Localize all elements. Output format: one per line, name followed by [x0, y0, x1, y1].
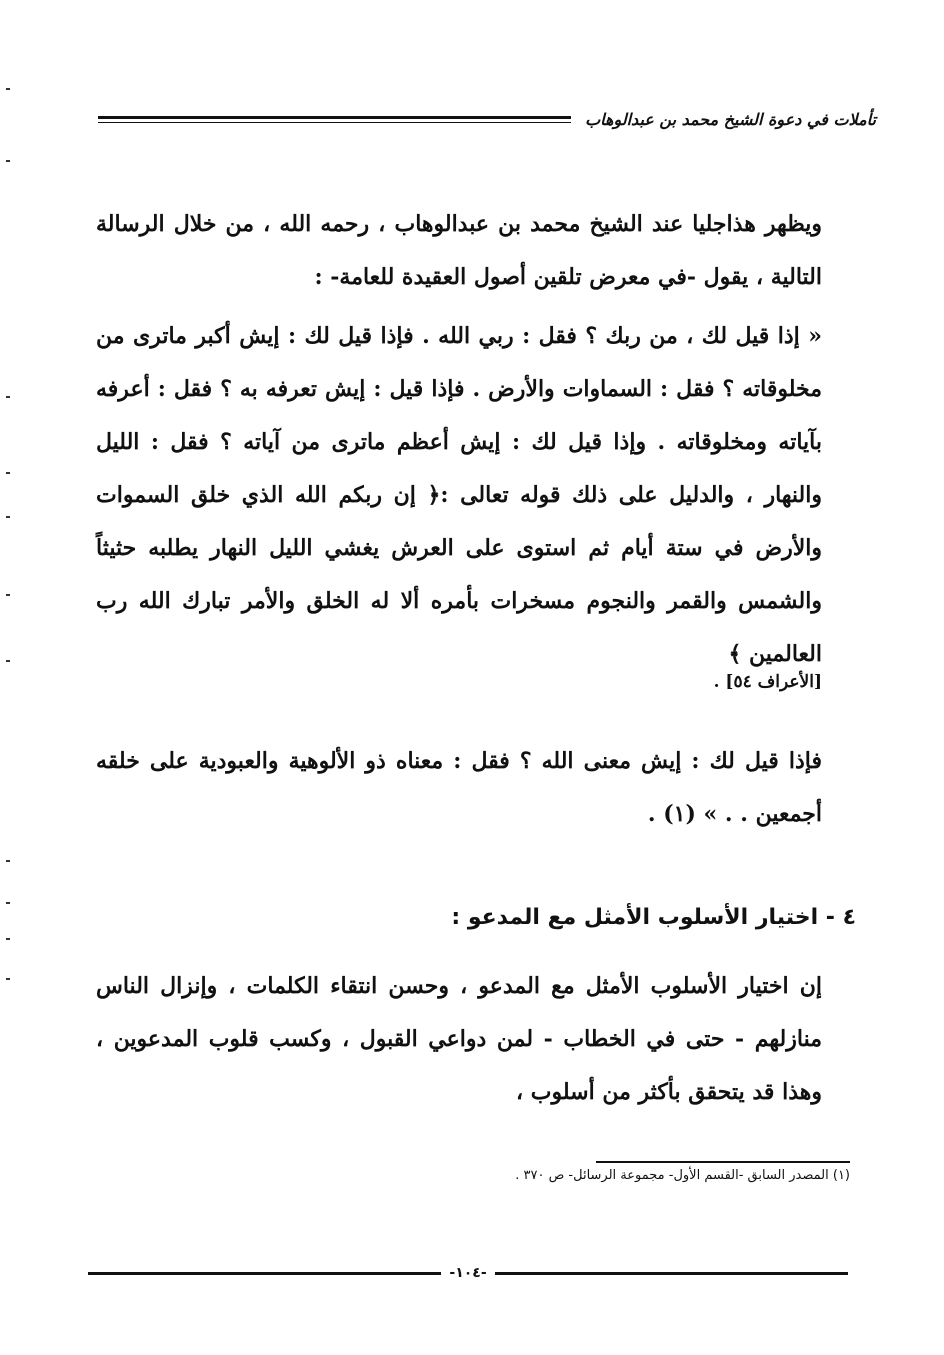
- footer-rule-left: [88, 1272, 441, 1275]
- margin-mark: [6, 396, 10, 398]
- footnote: (١) المصدر السابق -القسم الأول- مجموعة الرسائل- ص ٣٧٠ .: [515, 1168, 850, 1183]
- footer-rule-right: [495, 1272, 848, 1275]
- margin-mark: [6, 160, 10, 162]
- paragraph-section: إن اختيار الأسلوب الأمثل مع المدعو ، وحسن انتقاء الكلمات ، وإنزال الناس منازلهم - حتى في الخطاب - لمن دواعي القبول ، وكسب قلوب المدعوين ، وهذا قد يتحقق بأكثر من أسلوب ،: [96, 973, 822, 1105]
- margin-mark: [6, 978, 10, 980]
- quran-reference: [الأعراف ٥٤] .: [713, 672, 822, 692]
- footnote-rule: [596, 1161, 850, 1163]
- footer: [88, 1263, 848, 1283]
- header-title: تأملات في دعوة الشيخ محمد بن عبدالوهاب: [585, 109, 876, 129]
- paragraph-quote-end: فإذا قيل لك : إيش معنى الله ؟ فقل : معناه ذو الألوهية والعبودية على خلقه أجمعين . . » (١) .: [96, 748, 822, 827]
- margin-mark: [6, 938, 10, 940]
- running-header: [98, 104, 876, 134]
- margin-mark: [6, 88, 10, 90]
- margin-mark: [6, 660, 10, 662]
- margin-mark: [6, 594, 10, 596]
- margin-mark: [6, 472, 10, 474]
- page-number: -١٠٤-: [449, 1265, 487, 1281]
- paragraph-intro: ويظهر هذاجليا عند الشيخ محمد بن عبدالوهاب ، رحمه الله ، من خلال الرسالة التالية ، يقول -في معرض تلقين أصول العقيدة للعامة- :: [96, 211, 822, 290]
- header-rule: [98, 116, 571, 123]
- section-heading: ٤ - اختيار الأسلوب الأمثل مع المدعو :: [451, 905, 856, 930]
- margin-mark: [6, 516, 10, 518]
- margin-mark: [6, 902, 10, 904]
- paragraph-quote: « إذا قيل لك ، من ربك ؟ فقل : ربي الله . فإذا قيل لك : إيش أكبر ماترى من مخلوقاته ؟ فقل : السماوات والأرض . فإذا قيل : إيش تعرفه به ؟ فقل : أعرفه بآياته ومخلوقاته . وإذا قيل لك : إيش أعظم ماترى من آياته ؟ فقل : الليل والنهار ، والدليل على ذلك قوله تعالى :﴿ إن ربكم الله الذي خلق السموات والأرض في ستة أيام ثم استوى على العرش يغشي الليل النهار يطلبه حثيثاً والشمس والقمر والنجوم مسخرات بأمره ألا له الخلق والأمر تبارك الله رب العالمين ﴾: [96, 323, 822, 667]
- margin-mark: [6, 860, 10, 862]
